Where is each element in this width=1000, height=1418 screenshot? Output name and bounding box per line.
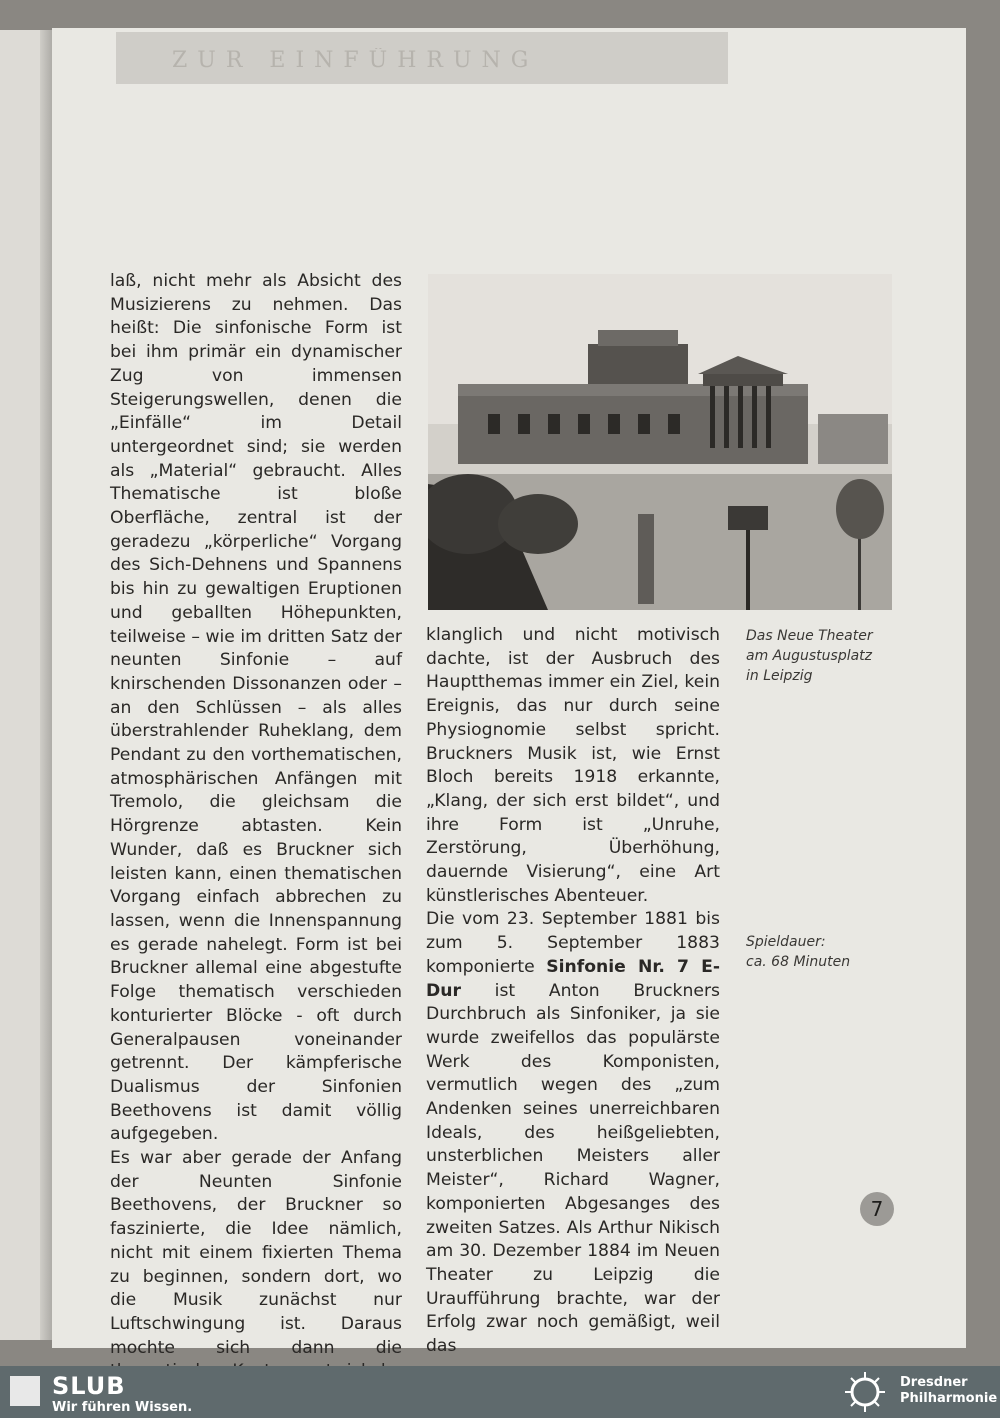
- running-head: ZUR EINFÜHRUNG: [172, 48, 539, 73]
- viewer-footer: [0, 1366, 1000, 1418]
- theater-illustration: [428, 274, 892, 610]
- caption-line: Das Neue Theater: [746, 628, 873, 644]
- paragraph-text: Die vom 23. September 1881 bis zum 5. September 1883 komponierte: [426, 909, 720, 977]
- text-column-right: [426, 624, 720, 1359]
- page-number: 7: [860, 1192, 894, 1226]
- library-tagline: Wir führen Wissen.: [52, 1400, 193, 1415]
- paragraph: laß, nicht mehr als Absicht des Musizierens zu nehmen. Das heißt: Die sinfonische Form ist bei ihm primär ein dynamischer Zug von immensen Steigerungswellen, denen die „Einfälle“ im Detail untergeordnet sind; sie werden als „Material“ gebraucht. Alles Thematische ist bloße Oberfläche, zentral ist der geradezu „körperliche“ Vorgang des Sich-Dehnens und Spannens bis hin zu gewaltigen Eruptionen und geballten Höhepunkten, teilweise – wie im dritten Satz der neunten Sinfonie – auf knirschenden Dissonanzen oder – an den Schlüssen – als alles überstrahlender Ruheklang, dem Pendant zu den vorthematischen, atmosphärischen Anfängen mit Tremolo, die gleichsam die Hörgrenze abtasten. Kein Wunder, daß es Bruckner sich leisten kann, einen thematischen Vorgang einfach abbrechen zu lassen, wenn die Innenspannung es gerade nahelegt. Form ist bei Bruckner allemal eine abgestufte Folge thematisch verschieden konturierter Blöcke - oft durch Generalpausen voneinander getrennt. Der kämpferische Dualismus der Sinfonien Beethovens ist damit völlig aufgegeben.: [110, 271, 402, 1145]
- brochure-page: [52, 28, 966, 1358]
- caption-line: am Augustusplatz: [746, 648, 873, 664]
- orchestra-name-line: Philharmonie: [900, 1391, 998, 1406]
- orchestra-name[interactable]: [900, 1375, 997, 1407]
- photo-caption: [746, 626, 896, 686]
- text-column-left: [110, 270, 402, 1408]
- caption-line: in Leipzig: [746, 668, 813, 684]
- philharmonie-logo-icon[interactable]: [842, 1370, 888, 1414]
- orchestra-name-line: Dresdner: [900, 1375, 968, 1390]
- slub-logo-icon[interactable]: [10, 1376, 40, 1406]
- paragraph: klanglich und nicht motivisch dachte, ist der Ausbruch des Hauptthemas immer ein Ziel, kein Ereignis, das nur durch seine Physiognomie selbst spricht. Bruckners Musik ist, wie Ernst Bloch bereits 1918 erkannte, „Klang, der sich erst bildet“, und ihre Form ist „Unruhe, Zerstörung, Überhöhung, dauernde Visierung“, eine Art künstlerisches Abenteuer.: [426, 625, 720, 906]
- library-name[interactable]: SLUB: [52, 1372, 126, 1400]
- theater-photo: [428, 274, 892, 610]
- duration-value: ca. 68 Minuten: [746, 954, 851, 970]
- duration-note: [746, 932, 896, 972]
- duration-label: Spieldauer:: [746, 934, 826, 950]
- paragraph: Es war aber gerade der Anfang der Neunten Sinfonie Beethovens, der Bruckner so faszinierte, die Idee nämlich, nicht mit einem fixierten Thema zu beginnen, sondern dort, wo die Musik zunächst nur Luftschwingung ist. Daraus mochte sich dann die: [110, 1148, 402, 1358]
- paragraph-text: ist Anton Bruckners Durchbruch als Sinfoniker, ja sie wurde zweifellos das populärste Werk des Komponisten, vermutlich wegen des „zum Andenken seines unerreichbaren Ideals, des heißgeliebten, unsterblichen Meisters aller Meister“, Richard Wagner, komponierten Abgesanges des zweiten Satzes. Als Arthur Nikisch am 30. Dezember 1884 im Neuen Theater zu Leipzig die Uraufführung brachte, war der Erfolg zwar noch gemäßigt, weil das: [426, 980, 720, 1357]
- work-title: Sinfonie Nr. 7 E-Dur: [426, 956, 720, 1001]
- paragraph: [426, 908, 720, 1358]
